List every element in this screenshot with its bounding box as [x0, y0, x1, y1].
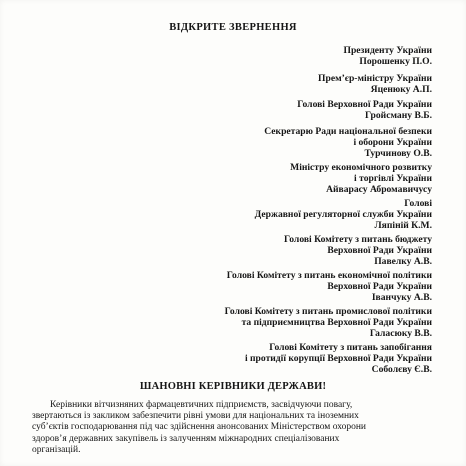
- addressee-line: Міністру економічного розвитку: [290, 162, 432, 173]
- addressee-line: Голові Комітету з питань промислової політики: [224, 306, 432, 317]
- body-line: Керівники вітчизняних фармацевтичних підприємств, засвідчуючи повагу,: [50, 400, 353, 410]
- addressee-line: Турчинову О.В.: [364, 148, 432, 159]
- addressee-block: [297, 99, 432, 121]
- addressee-line: та підприємництва Верховної Ради України: [241, 317, 432, 328]
- addressee-line: Прем’єр-міністру України: [318, 73, 432, 84]
- body-line: звертаються із закликом забезпечити рівні умови для національних та іноземних: [32, 411, 359, 422]
- addressee-line: Гройсману В.Б.: [365, 110, 432, 121]
- addressee-block: [255, 198, 432, 231]
- addressee-block: [344, 45, 433, 67]
- addressee-block: [264, 126, 432, 159]
- addressee-line: Яценюку А.П.: [370, 84, 432, 95]
- addressee-line: Верховної Ради України: [327, 245, 432, 256]
- addressee-line: і торгівлі України: [354, 173, 432, 184]
- body-line: суб’єктів господарювання під час здійснення анонсованих Міністерством охорони: [32, 422, 367, 433]
- addressee-block: [284, 234, 432, 267]
- addressee-line: Секретарю Ради національної безпеки: [264, 126, 432, 137]
- addressee-line: Іванчуку А.В.: [371, 292, 432, 303]
- body-line: здоров’я державних закупівель із залученням міжнародних спеціалізованих: [32, 433, 340, 444]
- addressee-line: Порошенку П.О.: [359, 56, 432, 67]
- addressee-line: Державної регуляторної служби України: [254, 209, 432, 220]
- body-line: організацій.: [32, 444, 81, 455]
- addressee-line: Голові: [404, 198, 432, 209]
- addressee-line: Айварасу Абромавичусу: [326, 184, 432, 195]
- addressee-line: Павелку А.В.: [374, 256, 432, 267]
- addressee-line: Соболєву Є.В.: [371, 364, 432, 375]
- addressee-line: Ляпіній К.М.: [374, 220, 432, 231]
- addressee-line: Президенту України: [343, 45, 432, 56]
- addressee-block: [227, 270, 432, 303]
- addressee-line: Голові Комітету з питань бюджету: [284, 234, 432, 245]
- addressee-line: Голові Верховної Ради України: [297, 99, 432, 110]
- addressee-line: і протидії корупції Верховної Ради України: [244, 353, 432, 364]
- document-title: ВІДКРИТЕ ЗВЕРНЕННЯ: [169, 22, 297, 33]
- addressee-line: Верховної Ради України: [327, 281, 432, 292]
- addressee-block: [318, 73, 432, 95]
- addressee-block: [225, 306, 432, 339]
- addressee-line: Голові Комітету з питань економічної політики: [226, 270, 432, 281]
- addressee-line: Галасюку В.В.: [369, 328, 432, 339]
- addressee-line: і оборони України: [353, 137, 432, 148]
- addressee-block: [245, 342, 432, 375]
- body-paragraph: [32, 400, 436, 456]
- salutation: ШАНОВНІ КЕРІВНИКИ ДЕРЖАВИ!: [139, 381, 327, 392]
- addressee-line: Голові Комітету з питань запобігання: [269, 342, 432, 353]
- addressee-block: [290, 162, 432, 195]
